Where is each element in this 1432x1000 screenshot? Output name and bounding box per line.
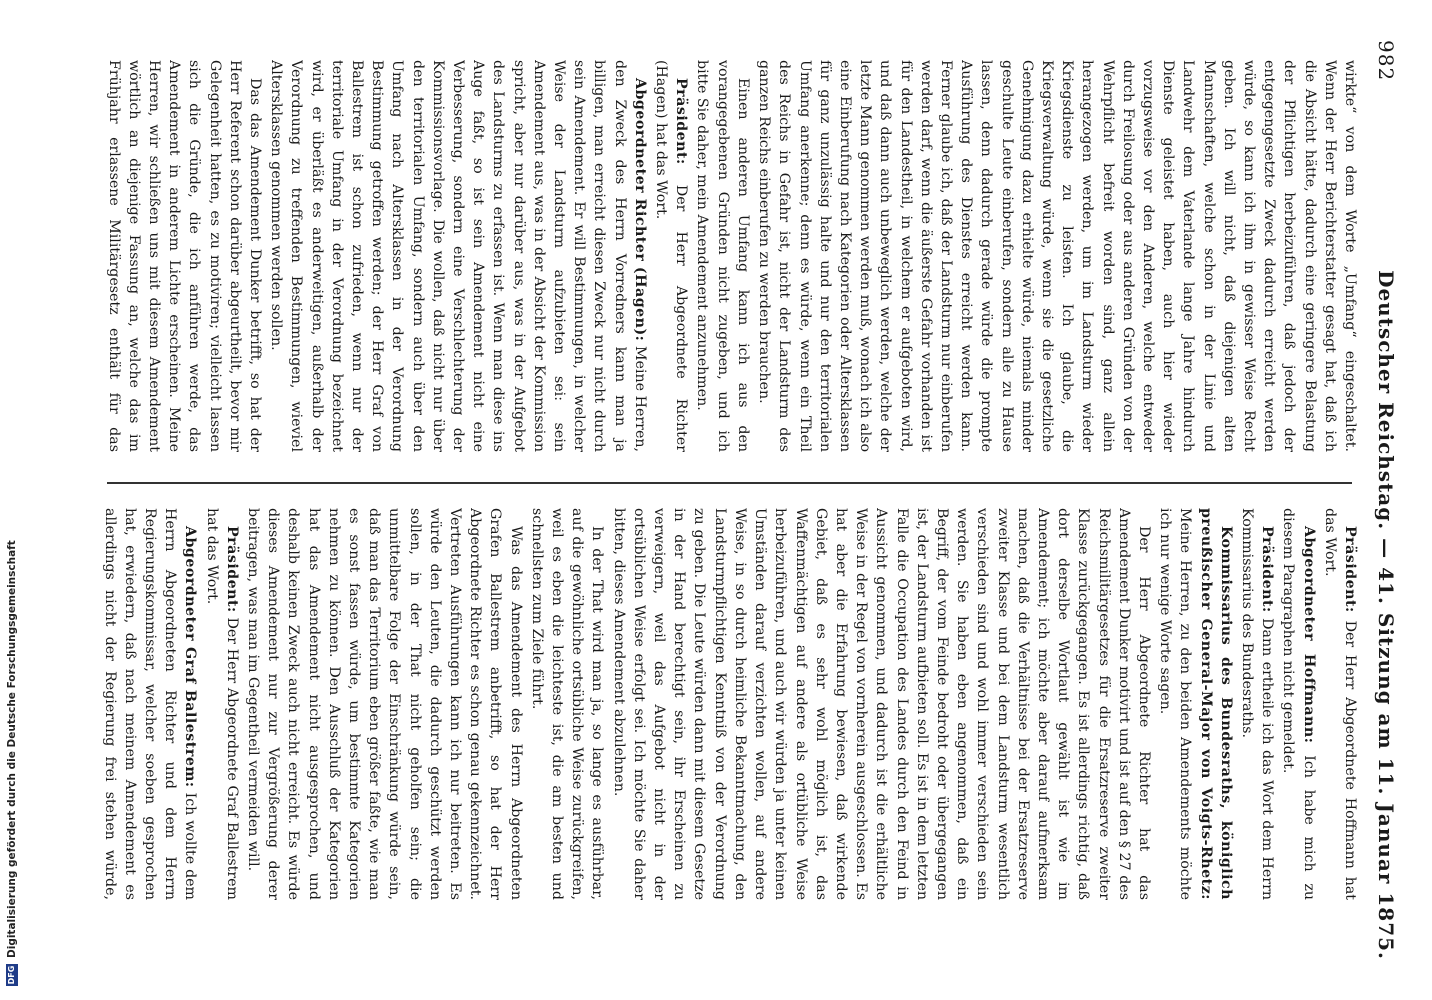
paragraph xyxy=(608,508,1153,900)
speaker-name: Präsident: xyxy=(673,78,690,165)
speaker-name: Kommissarius des Bundesraths, königlich preußischer General-Major von Voigts-Rhetz: xyxy=(1197,508,1234,900)
speaker-name: Abgeordneter Graf Ballestrem: xyxy=(182,526,199,788)
paragraph xyxy=(651,60,691,452)
paragraph xyxy=(201,508,241,900)
paragraph-text: wirkte“ von dem Worte „Umfang“ eingeschaltet. Wenn der Herr Berichterstatter gesagt hat, daß ich die Absicht hätte, dadurch eine geringere Belastung der Pflichtigen herbeizuführen, daß jedoch der entgegengesetzte Zweck dadurch erreicht werden würde, so kann ich ihm in gewisser Weise Recht geben. Ich will nicht, daß diejenigen alten Mannschaften, welche schon in der Linie und Landwehr dem Vaterlande lange Jahre hindurch Dienste geleistet haben, auch hier wieder vorzugsweise vor den Anderen, welche entweder durch Freilosung oder aus anderen Gründen von der Wehrpflicht befreit worden sind, ganz allein herangezogen werden, um im Landsturm wieder Kriegsdienste zu leisten. Ich glaube, die Kriegsverwaltung würde, wenn sie die gesetzliche Genehmigung dazu erhielte würde, niemals minder geschulte Leute einberufen, sondern alle zu Hause lassen, denn dadurch gerade würde die prompte Ausführung des Dienstes erreicht werden kann. Ferner glaube ich, daß der Landsturm nur einberufen werden darf, wenn die äußerste Gefahr vorhanden ist für den Landestheil, in welchem er aufgeboten wird, und daß dann auch unbeweglich werden, welche der letzte Mann genommen werden muß, wonach ich also eine Einberufung nach Kategorien oder Altersklassen für ganz unzulässig halte und nur den territorialen Umfang anerkenne; denn es würde, wenn ein Theil des Reichs in Gefahr ist, nicht der Landsturm des ganzen Reichs einberufen zu werden brauchen. xyxy=(756,60,1358,452)
speaker-name: Präsident: xyxy=(1259,526,1276,613)
paragraph xyxy=(1237,508,1277,900)
running-title: Deutscher Reichstag. — 41. Sitzung am 11. Januar 1875. xyxy=(1374,270,1398,960)
paragraph xyxy=(1320,508,1360,900)
left-column xyxy=(102,60,1360,452)
paragraph xyxy=(102,508,200,900)
paragraph xyxy=(527,508,608,900)
paragraph-text: Meine Herren, den Zweck des Herrn Vorredners kann man ja billigen, man erreicht diesen Zweck nur nicht durch sein Amendement. Er will Bestimmungen, in welcher Weise der Landsturm aufzubieten sei: sein Amendement aus, was in der Absicht der Kommission spricht, aber nur darüber aus, was in der Aufgebot des Landsturms zu erfassen ist. Wenn man diese ins Auge faßt, so ist sein Amendement nicht eine Verbesserung, sondern eine Verschlechterung der Kommissionsvorlage. Die wollen, daß nicht nur über den territorialen Umfang, sondern auch über den Umfang nach Altersklassen in der Verordnung Bestimmung getroffen werden; der Herr Graf von Ballestrem ist schon zufrieden, wenn nur der territoriale Umfang in der Verordnung bezeichnet wird, er überläßt es anderweitigen, außerhalb der Verordnung zu treffenden Bestimmungen, wieviel Altersklassen genommen werden sollen. xyxy=(268,60,648,452)
paragraph-text: Ich wollte dem Herrn Abgeordneten Richter und dem Herrn Regierungskommissar, welcher soeben gesprochen hat, erwiedern, daß nach meinem Amendement es allerdings nicht der Regierung frei stehen würde, xyxy=(102,508,199,900)
paragraph xyxy=(243,508,526,900)
paragraph-text: Meine Herren, zu den beiden Amendements möchte ich nur wenige Worte sagen. xyxy=(1157,508,1194,900)
paragraph-text: Das das Amendement Dunker betrifft, so hat der Herr Referent schon darüber abgeurtheilt, bevor mir Gelegenheit hatten, es zu motiviren; vielleicht lassen sich die Gründe, die ich anführen werde, das Amendement in anderem Lichte erscheinen. Meine Herren, wir schließen uns mit diesem Amendement wörtlich an diejenige Fassung an, welche das im Frühjahr erlassene Militärgesetz enthält für das xyxy=(105,60,264,452)
paragraph xyxy=(1155,508,1236,900)
page-header xyxy=(1368,40,1404,960)
paragraph-text: Der Herr Abgeordnete Richter hat das Amendement Dunker motivirt und ist auf den § 27 des Reichsmilitärgesetzes für die Ersatzreserve zweiter Klasse zurückgegangen. Es ist allerdings richtig, daß dort derselbe Wortlaut gewählt ist wie im Amendement; ich möchte aber darauf aufmerksam machen, daß die Verhältnisse bei der Ersatzreserve zweiter Klasse und bei dem Landsturm wesentlich verschieden sind und wohl immer verschieden sein werden. Sie haben eben angenommen, daß ein Begriff, der vom Feinde bedroht oder übergegangen ist, der Landsturm aufbieten soll. Es ist in dem letzten Falle die Occupation des Landes durch den Feind in Aussicht genommen, und dadurch ist die erhältliche Weise in der Regel von vornherein ausgeschlossen. Es hat aber die Erfahrung bewiesen, daß wirkende Gebiet, daß es sehr wohl möglich ist, das Waffenmächtigen auf andere als ortübliche Weise herbeizuführen, und auch wir würden ja unter keinen Umständen darauf verzichten wollen, auf andere Weise, in so durch heimliche Bekanntmachung, den Landsturmpflichtigen Kenntniß von der Verordnung zu geben. Die Leute würden dann mit diesem Gesetze in der Hand berechtigt sein, ihr Erscheinen zu verweigern, weil das Aufgebot nicht in der ortsüblichen Weise erfolgt sei. Ich möchte Sie daher bitten, dieses Amendement abzulehnen. xyxy=(610,508,1152,900)
paragraph-text: Der Herr Abgeordnete Graf Ballestrem hat das Wort. xyxy=(203,508,240,900)
paragraph-text: Dann ertheile ich das Wort dem Herrn Kommissarius des Bundesraths. xyxy=(1238,508,1276,900)
speaker-name: Abgeordneter Hoffmann: xyxy=(1300,526,1317,744)
paragraph xyxy=(102,60,265,452)
paragraph-text: Was das Amendement des Herrn Abgeordneten Grafen Ballestrem anbetrifft, so hat der Herr Abgeordnete Richter es schon genau gekennzeichnet. Vertreten Ausführungen kann ich nur beitreten. Es würde den Leuten, die dadurch geschützt werden sollen, in der That nicht geholfen sein; die unmittelbare Folge der Einschränkung würde sein, daß man das Territorium eben größer faßte, wie man es sonst fassen würde, um bestimmte Kategorien nehmen zu können. Den Ausschluß der Kategorien hat das Amendement nicht ausgesprochen, und deshalb keinen Zweck auch nicht erreicht. Es würde dieses Amendement nur zur Vergrößerung derer beitragen, was man im Gegentheil vermeiden will. xyxy=(245,508,524,900)
speaker-name: Abgeordneter Richter (Hagen): xyxy=(631,78,648,342)
credit-text: Digitalisierung gefördert durch die Deutsche Forschungsgemeinschaft xyxy=(6,540,18,958)
paragraph-text: Ich habe mich zu diesem Paragraphen nicht gemeldet. xyxy=(1280,508,1317,900)
digitization-credit xyxy=(2,0,22,1000)
paragraph-text: Der Herr Abgeordnete Hoffmann hat das Wort. xyxy=(1321,508,1358,900)
paragraph-text: Der Herr Abgeordnete Richter (Hagen) hat das Wort. xyxy=(653,60,690,452)
paragraph xyxy=(1278,508,1318,900)
paragraph-text: In der That wird man ja, so lange es ausführbar, auf die gewöhnliche ortsübliche Weise zurückgreifen, weil es eben die leichteste ist, die am besten und schnellsten zum Ziele führt. xyxy=(528,508,606,900)
speaker-name: Präsident: xyxy=(223,526,240,613)
paragraph-text: Einen anderen Umfang kann ich aus den vorangegebenen Gründen nicht zugeben, und ich bitte Sie daher, mein Amendement anzunehmen. xyxy=(694,60,751,452)
paragraph xyxy=(692,60,753,452)
paragraph xyxy=(266,60,650,452)
speaker-name: Präsident: xyxy=(1342,526,1358,613)
page-number: 982 xyxy=(1374,40,1398,82)
dfg-logo: DFG xyxy=(7,965,16,985)
right-column xyxy=(102,508,1360,900)
paragraph xyxy=(754,60,1360,452)
column-divider xyxy=(107,482,1352,484)
